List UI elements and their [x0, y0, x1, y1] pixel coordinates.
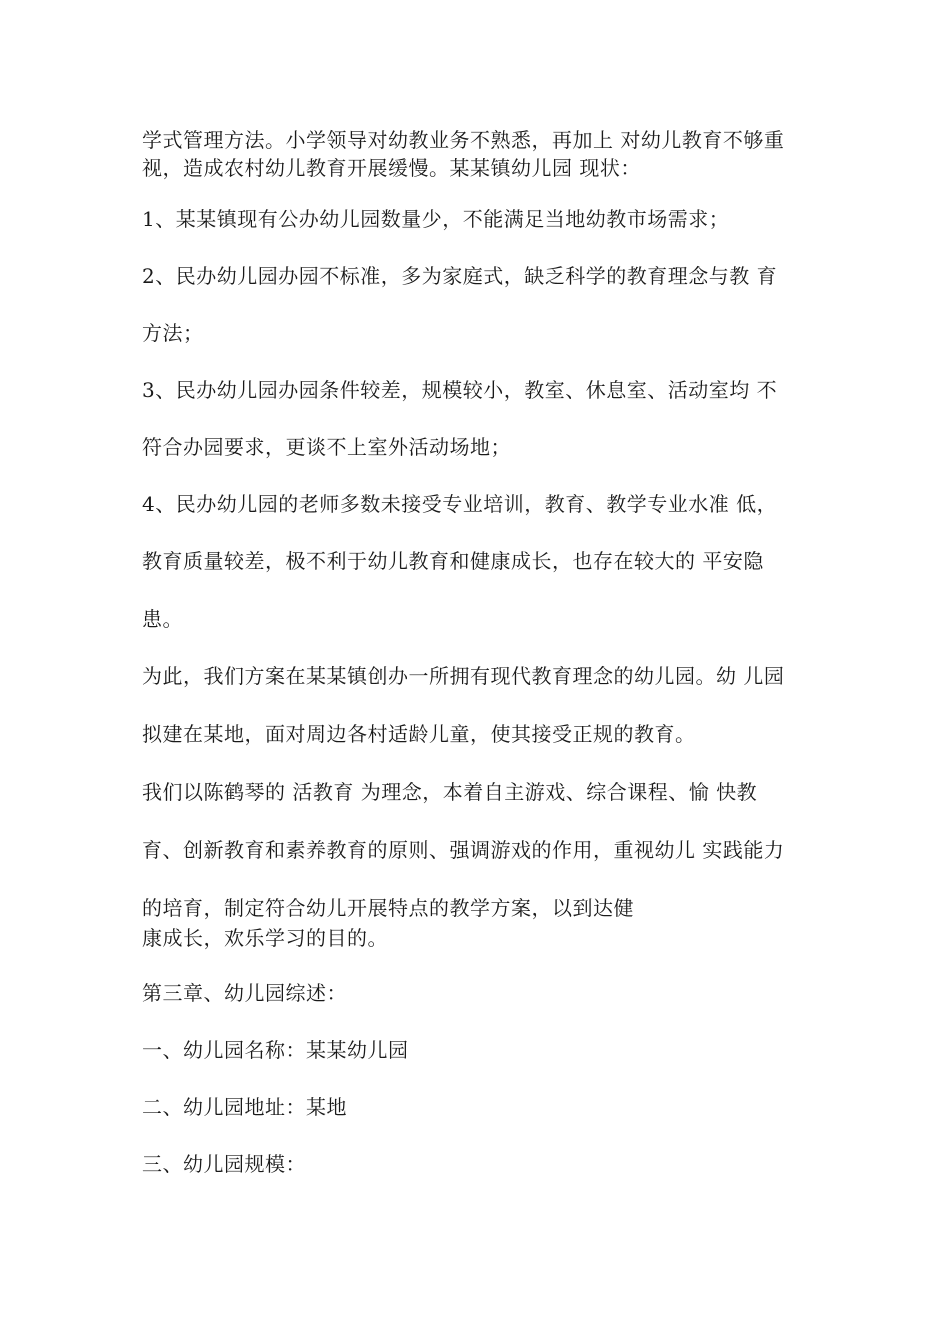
- text-line: 三、幼儿园规模：: [142, 1152, 306, 1176]
- text-line: 方法；: [142, 321, 204, 345]
- text-line: 1、某某镇现有公办幼儿园数量少，不能满足当地幼教市场需求；: [142, 207, 730, 231]
- text-line: 视，造成农村幼儿教育开展缓慢。某某镇幼儿园 现状：: [142, 156, 641, 180]
- text-line: 2、民办幼儿园办园不标准，多为家庭式，缺乏科学的教育理念与教 育: [142, 264, 778, 288]
- text-line: 为此，我们方案在某某镇创办一所拥有现代教育理念的幼儿园。幼 儿园: [142, 664, 785, 688]
- text-line: 二、幼儿园地址：某地: [142, 1095, 347, 1119]
- text-line: 一、幼儿园名称：某某幼儿园: [142, 1038, 409, 1062]
- text-line: 4、民办幼儿园的老师多数未接受专业培训，教育、教学专业水准 低，: [142, 492, 778, 516]
- text-line: 学式管理方法。小学领导对幼教业务不熟悉，再加上 对幼儿教育不够重: [142, 128, 785, 152]
- text-line: 拟建在某地，面对周边各村适龄儿童，使其接受正规的教育。: [142, 722, 696, 746]
- text-line: 符合办园要求，更谈不上室外活动场地；: [142, 435, 511, 459]
- chapter-heading: 第三章、幼儿园综述：: [142, 981, 347, 1005]
- text-line: 教育质量较差，极不利于幼儿教育和健康成长，也存在较大的 平安隐: [142, 549, 764, 573]
- text-line: 的培育，制定符合幼儿开展特点的教学方案，以到达健: [142, 896, 634, 920]
- text-line: 育、创新教育和素养教育的原则、强调游戏的作用，重视幼儿 实践能力: [142, 838, 785, 862]
- text-line: 康成长，欢乐学习的目的。: [142, 926, 388, 950]
- text-line: 我们以陈鹤琴的 活教育 为理念，本着自主游戏、综合课程、愉 快教: [142, 780, 758, 804]
- text-line: 患。: [142, 607, 183, 631]
- text-line: 3、民办幼儿园办园条件较差，规模较小，教室、休息室、活动室均 不: [142, 378, 778, 402]
